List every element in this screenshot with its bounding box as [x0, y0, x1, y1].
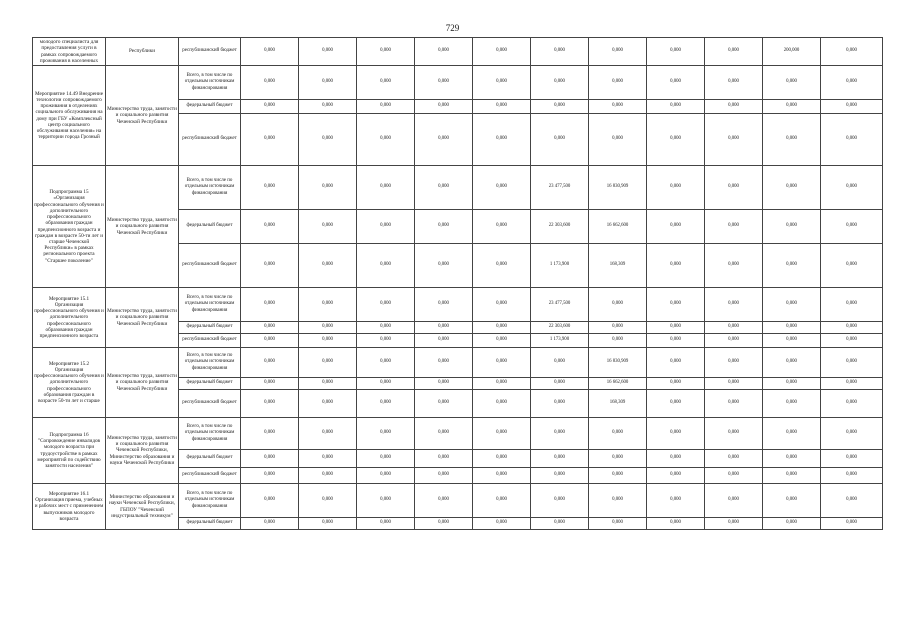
amount-cell: 0,000 [531, 378, 589, 390]
amount-cell: 0,000 [415, 38, 473, 66]
amount-cell: 0,000 [647, 244, 705, 288]
amount-cell: 0,000 [647, 468, 705, 484]
amount-cell: 22 303,600 [531, 322, 589, 334]
amount-cell: 0,000 [647, 210, 705, 244]
amount-cell: 0,000 [763, 334, 821, 348]
amount-cell: 1 173,900 [531, 334, 589, 348]
amount-cell: 0,000 [821, 450, 883, 468]
amount-cell: 0,000 [531, 38, 589, 66]
amount-cell: 0,000 [473, 378, 531, 390]
funding-source-cell: Всего, в том числе по отдельным источникам финансирования [179, 66, 241, 100]
amount-cell: 0,000 [299, 66, 357, 100]
amount-cell: 0,000 [241, 450, 299, 468]
amount-cell: 0,000 [473, 390, 531, 418]
amount-cell: 0,000 [705, 334, 763, 348]
amount-cell: 0,000 [705, 38, 763, 66]
amount-cell: 0,000 [821, 100, 883, 114]
funding-source-cell: республиканский бюджет [179, 468, 241, 484]
amount-cell: 0,000 [357, 348, 415, 378]
amount-cell: 0,000 [357, 468, 415, 484]
amount-cell: 0,000 [589, 322, 647, 334]
funding-source-cell: республиканский бюджет [179, 334, 241, 348]
funding-source-cell: федеральный бюджет [179, 100, 241, 114]
budget-table [32, 37, 883, 530]
table-row [33, 288, 883, 322]
amount-cell: 0,000 [473, 450, 531, 468]
amount-cell: 0,000 [357, 390, 415, 418]
amount-cell: 0,000 [647, 334, 705, 348]
amount-cell: 0,000 [531, 100, 589, 114]
amount-cell: 0,000 [299, 322, 357, 334]
amount-cell: 0,000 [589, 38, 647, 66]
amount-cell: 0,000 [241, 166, 299, 210]
table-row [33, 166, 883, 210]
amount-cell: 0,000 [357, 210, 415, 244]
amount-cell: 0,000 [415, 114, 473, 166]
amount-cell: 0,000 [357, 66, 415, 100]
funding-source-cell: республиканский бюджет [179, 38, 241, 66]
amount-cell: 0,000 [763, 114, 821, 166]
amount-cell: 0,000 [763, 390, 821, 418]
amount-cell: 0,000 [473, 418, 531, 450]
responsible-executor-cell: Министерство труда, занятости и социального развития Чеченской Республики [106, 166, 179, 288]
amount-cell: 0,000 [589, 288, 647, 322]
amount-cell: 23 477,500 [531, 166, 589, 210]
table-row [33, 348, 883, 378]
amount-cell: 0,000 [647, 450, 705, 468]
amount-cell: 0,000 [299, 378, 357, 390]
amount-cell: 0,000 [415, 166, 473, 210]
funding-source-cell: Всего, в том числе по отдельным источникам финансирования [179, 348, 241, 378]
program-name-cell: молодого специалиста для предоставления услуги в рамках сопровождаемого проживания в населенных [33, 38, 106, 66]
amount-cell: 0,000 [647, 322, 705, 334]
amount-cell: 0,000 [589, 418, 647, 450]
amount-cell: 0,000 [299, 418, 357, 450]
amount-cell: 0,000 [821, 288, 883, 322]
amount-cell: 0,000 [299, 166, 357, 210]
amount-cell: 16 662,600 [589, 378, 647, 390]
table-row [33, 66, 883, 100]
amount-cell: 168,309 [589, 244, 647, 288]
funding-source-cell: Всего, в том числе по отдельным источникам финансирования [179, 418, 241, 450]
amount-cell: 0,000 [415, 468, 473, 484]
amount-cell: 0,000 [821, 334, 883, 348]
amount-cell: 0,000 [705, 114, 763, 166]
amount-cell: 0,000 [299, 114, 357, 166]
amount-cell: 0,000 [821, 348, 883, 378]
amount-cell: 0,000 [241, 288, 299, 322]
amount-cell: 0,000 [241, 334, 299, 348]
amount-cell: 0,000 [299, 38, 357, 66]
amount-cell: 0,000 [589, 114, 647, 166]
amount-cell: 0,000 [241, 114, 299, 166]
amount-cell: 0,000 [473, 166, 531, 210]
amount-cell: 22 303,600 [531, 210, 589, 244]
amount-cell: 0,000 [763, 378, 821, 390]
amount-cell: 0,000 [531, 484, 589, 518]
amount-cell: 0,000 [415, 288, 473, 322]
funding-source-cell: республиканский бюджет [179, 390, 241, 418]
amount-cell: 0,000 [705, 66, 763, 100]
amount-cell: 0,000 [357, 288, 415, 322]
funding-source-cell: федеральный бюджет [179, 322, 241, 334]
program-name-cell: Мероприятие 16.1 Организация приема, учебных и рабочих мест с применением выпускников молодого возраста [33, 484, 106, 530]
amount-cell: 0,000 [357, 100, 415, 114]
amount-cell: 0,000 [473, 484, 531, 518]
amount-cell: 23 477,500 [531, 288, 589, 322]
amount-cell: 0,000 [763, 288, 821, 322]
amount-cell: 0,000 [589, 450, 647, 468]
amount-cell: 0,000 [241, 390, 299, 418]
amount-cell: 0,000 [531, 66, 589, 100]
funding-source-cell: Всего, в том числе по отдельным источникам финансирования [179, 166, 241, 210]
amount-cell: 0,000 [589, 66, 647, 100]
amount-cell: 0,000 [821, 114, 883, 166]
program-name-cell: Мероприятие 15.2 Организация профессионального обучения и дополнительного профессионального образования граждан в возрасте 50-ти лет и старше [33, 348, 106, 418]
amount-cell: 0,000 [357, 418, 415, 450]
amount-cell: 0,000 [241, 244, 299, 288]
amount-cell: 0,000 [763, 66, 821, 100]
amount-cell: 0,000 [647, 38, 705, 66]
amount-cell: 0,000 [415, 66, 473, 100]
funding-source-cell: Всего, в том числе по отдельным источникам финансирования [179, 288, 241, 322]
amount-cell: 0,000 [589, 484, 647, 518]
amount-cell: 0,000 [705, 166, 763, 210]
table-body [33, 38, 883, 530]
amount-cell: 0,000 [241, 210, 299, 244]
funding-source-cell: республиканский бюджет [179, 244, 241, 288]
amount-cell: 0,000 [415, 100, 473, 114]
amount-cell: 0,000 [705, 468, 763, 484]
amount-cell: 0,000 [357, 38, 415, 66]
amount-cell: 0,000 [357, 450, 415, 468]
amount-cell: 0,000 [763, 100, 821, 114]
amount-cell: 0,000 [241, 518, 299, 530]
amount-cell: 0,000 [647, 484, 705, 518]
amount-cell: 0,000 [705, 450, 763, 468]
amount-cell: 0,000 [763, 468, 821, 484]
amount-cell: 0,000 [647, 348, 705, 378]
amount-cell: 0,000 [647, 390, 705, 418]
amount-cell: 0,000 [473, 210, 531, 244]
amount-cell: 0,000 [415, 210, 473, 244]
amount-cell: 0,000 [647, 114, 705, 166]
amount-cell: 0,000 [473, 468, 531, 484]
amount-cell: 0,000 [589, 100, 647, 114]
amount-cell: 0,000 [357, 334, 415, 348]
amount-cell: 0,000 [705, 418, 763, 450]
amount-cell: 1 173,900 [531, 244, 589, 288]
amount-cell: 0,000 [473, 244, 531, 288]
amount-cell: 0,000 [589, 468, 647, 484]
amount-cell: 0,000 [473, 334, 531, 348]
responsible-executor-cell: Республики [106, 38, 179, 66]
amount-cell: 0,000 [415, 484, 473, 518]
amount-cell: 0,000 [415, 418, 473, 450]
amount-cell: 0,000 [299, 334, 357, 348]
amount-cell: 0,000 [357, 322, 415, 334]
amount-cell: 0,000 [299, 210, 357, 244]
amount-cell: 0,000 [705, 288, 763, 322]
amount-cell: 0,000 [705, 100, 763, 114]
amount-cell: 0,000 [357, 114, 415, 166]
amount-cell: 0,000 [357, 484, 415, 518]
amount-cell: 0,000 [589, 334, 647, 348]
amount-cell: 0,000 [589, 518, 647, 530]
amount-cell: 0,000 [821, 378, 883, 390]
amount-cell: 0,000 [241, 378, 299, 390]
amount-cell: 16 662,600 [589, 210, 647, 244]
funding-source-cell: федеральный бюджет [179, 518, 241, 530]
amount-cell: 0,000 [415, 450, 473, 468]
amount-cell: 0,000 [647, 100, 705, 114]
amount-cell: 0,000 [821, 244, 883, 288]
amount-cell: 0,000 [299, 484, 357, 518]
amount-cell: 0,000 [763, 418, 821, 450]
amount-cell: 0,000 [763, 244, 821, 288]
amount-cell: 0,000 [473, 322, 531, 334]
funding-source-cell: республиканский бюджет [179, 114, 241, 166]
amount-cell: 0,000 [473, 518, 531, 530]
funding-source-cell: федеральный бюджет [179, 210, 241, 244]
amount-cell: 0,000 [473, 66, 531, 100]
program-name-cell: Подпрограмма 16 "Сопровождение инвалидов молодого возраста при трудоустройстве в рамках мероприятий по содействию занятости населения" [33, 418, 106, 484]
amount-cell: 0,000 [241, 468, 299, 484]
amount-cell: 200,000 [763, 38, 821, 66]
amount-cell: 0,000 [299, 518, 357, 530]
amount-cell: 0,000 [531, 450, 589, 468]
responsible-executor-cell: Министерство труда, занятости и социального развития Чеченской Республики, Министерство образования и науки Чеченской Республики [106, 418, 179, 484]
amount-cell: 0,000 [531, 114, 589, 166]
amount-cell: 0,000 [763, 484, 821, 518]
amount-cell: 0,000 [357, 378, 415, 390]
amount-cell: 0,000 [415, 322, 473, 334]
amount-cell: 0,000 [705, 390, 763, 418]
amount-cell: 0,000 [241, 348, 299, 378]
amount-cell: 0,000 [647, 288, 705, 322]
amount-cell: 16 830,909 [589, 348, 647, 378]
amount-cell: 0,000 [705, 210, 763, 244]
amount-cell: 0,000 [473, 100, 531, 114]
amount-cell: 0,000 [763, 322, 821, 334]
amount-cell: 0,000 [415, 348, 473, 378]
amount-cell: 0,000 [821, 418, 883, 450]
funding-source-cell: Всего, в том числе по отдельным источникам финансирования [179, 484, 241, 518]
amount-cell: 0,000 [763, 518, 821, 530]
amount-cell: 0,000 [705, 378, 763, 390]
responsible-executor-cell: Министерство труда, занятости и социального развития Чеченской Республики [106, 288, 179, 348]
amount-cell: 0,000 [357, 166, 415, 210]
amount-cell: 0,000 [763, 166, 821, 210]
amount-cell: 0,000 [241, 66, 299, 100]
amount-cell: 0,000 [647, 378, 705, 390]
amount-cell: 0,000 [299, 288, 357, 322]
amount-cell: 0,000 [821, 166, 883, 210]
amount-cell: 0,000 [705, 244, 763, 288]
amount-cell: 0,000 [299, 390, 357, 418]
amount-cell: 0,000 [357, 518, 415, 530]
responsible-executor-cell: Министерство труда, занятости и социального развития Чеченской Республики [106, 348, 179, 418]
amount-cell: 0,000 [763, 348, 821, 378]
amount-cell: 0,000 [241, 38, 299, 66]
program-name-cell: Мероприятие 14.49 Внедрение технологии сопровождаемого проживания в отделениях социального обслуживания на дому при ГБУ «Комплексный центр социального обслуживания населения» на территории города Грозный [33, 66, 106, 166]
amount-cell: 0,000 [821, 66, 883, 100]
program-name-cell: Подпрограмма 15 «Организация профессионального обучения и дополнительного профессионального образования граждан предпенсионного возраста и граждан в возрасте 50-ти лет и старше Чеченской Республики» в рамках регионального проекта "Старшее поколение" [33, 166, 106, 288]
responsible-executor-cell: Министерство труда, занятости и социального развития Чеченской Республики [106, 66, 179, 166]
amount-cell: 0,000 [415, 518, 473, 530]
page-number: 729 [445, 23, 460, 33]
amount-cell: 0,000 [299, 450, 357, 468]
amount-cell: 0,000 [415, 390, 473, 418]
amount-cell: 0,000 [705, 484, 763, 518]
amount-cell: 0,000 [299, 100, 357, 114]
amount-cell: 0,000 [821, 38, 883, 66]
amount-cell: 0,000 [531, 348, 589, 378]
amount-cell: 0,000 [241, 100, 299, 114]
amount-cell: 0,000 [705, 322, 763, 334]
table-row [33, 484, 883, 518]
amount-cell: 0,000 [357, 244, 415, 288]
amount-cell: 0,000 [241, 418, 299, 450]
amount-cell: 0,000 [821, 484, 883, 518]
amount-cell: 0,000 [647, 166, 705, 210]
amount-cell: 0,000 [415, 378, 473, 390]
funding-source-cell: федеральный бюджет [179, 378, 241, 390]
amount-cell: 0,000 [299, 468, 357, 484]
amount-cell: 0,000 [821, 390, 883, 418]
responsible-executor-cell: Министерство образования и науки Чеченской Республики, ГБПОУ "Чеченский индустриальный техникум" [106, 484, 179, 530]
amount-cell: 0,000 [763, 450, 821, 468]
amount-cell: 0,000 [299, 348, 357, 378]
funding-source-cell: федеральный бюджет [179, 450, 241, 468]
amount-cell: 0,000 [299, 244, 357, 288]
amount-cell: 0,000 [821, 210, 883, 244]
program-name-cell: Мероприятие 15.1 Организация профессионального обучения и дополнительного профессионального образования граждан предпенсионного возраста [33, 288, 106, 348]
amount-cell: 0,000 [531, 518, 589, 530]
amount-cell: 0,000 [241, 322, 299, 334]
amount-cell: 0,000 [531, 468, 589, 484]
amount-cell: 0,000 [763, 210, 821, 244]
amount-cell: 0,000 [473, 114, 531, 166]
amount-cell: 0,000 [473, 38, 531, 66]
amount-cell: 0,000 [705, 518, 763, 530]
amount-cell: 0,000 [647, 518, 705, 530]
amount-cell: 0,000 [821, 518, 883, 530]
amount-cell: 0,000 [821, 322, 883, 334]
amount-cell: 16 830,909 [589, 166, 647, 210]
amount-cell: 0,000 [705, 348, 763, 378]
amount-cell: 0,000 [415, 334, 473, 348]
amount-cell: 0,000 [415, 244, 473, 288]
amount-cell: 0,000 [473, 288, 531, 322]
table-row [33, 418, 883, 450]
amount-cell: 168,309 [589, 390, 647, 418]
amount-cell: 0,000 [647, 418, 705, 450]
amount-cell: 0,000 [241, 484, 299, 518]
amount-cell: 0,000 [531, 390, 589, 418]
amount-cell: 0,000 [821, 468, 883, 484]
amount-cell: 0,000 [531, 418, 589, 450]
table-row [33, 38, 883, 66]
amount-cell: 0,000 [473, 348, 531, 378]
amount-cell: 0,000 [647, 66, 705, 100]
